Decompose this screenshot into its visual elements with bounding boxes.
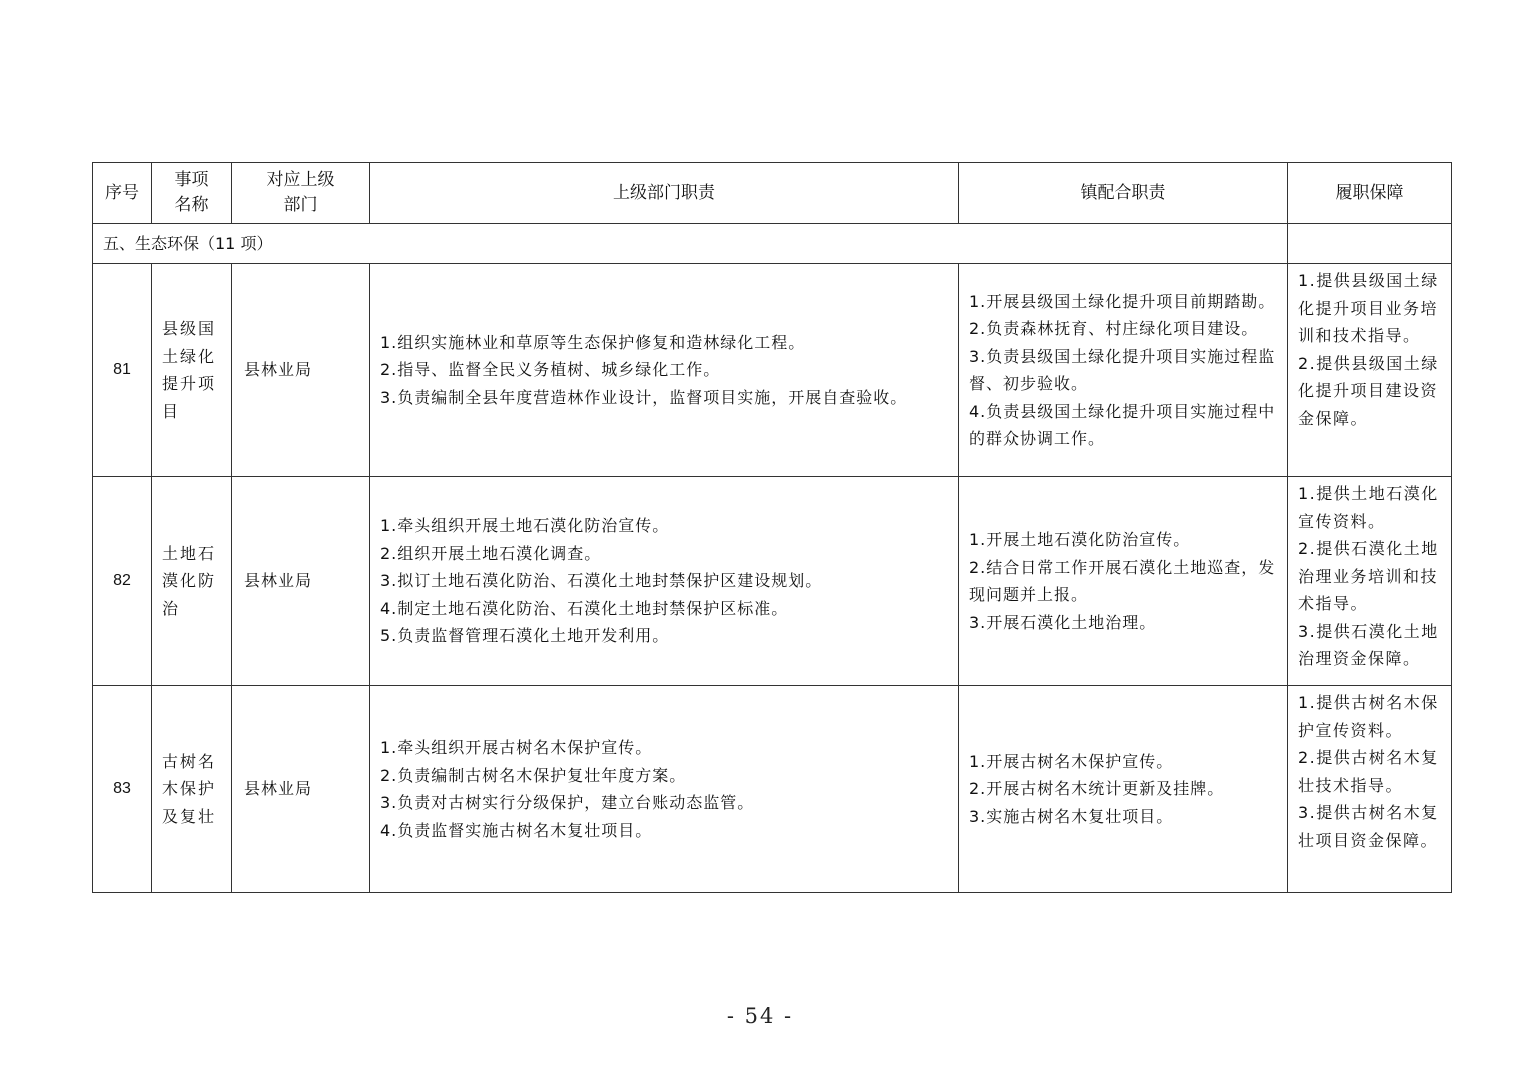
header-name-text: 事项名称: [174, 170, 209, 215]
row-number: 83: [93, 686, 152, 893]
header-dept: [232, 163, 370, 224]
town-duty-item: 3.负责县级国土绿化提升项目实施过程监督、初步验收。: [969, 346, 1276, 393]
guarantee-item: 1.提供县级国土绿化提升项目业务培训和技术指导。: [1298, 271, 1439, 345]
section-row: [93, 224, 1452, 264]
department: 县林业局: [232, 264, 370, 477]
upper-duty-item: 1.组织实施林业和草原等生态保护修复和造林绿化工程。: [380, 332, 806, 352]
guarantee: [1288, 477, 1452, 686]
guarantee-clip: [1298, 267, 1447, 470]
guarantee-clip: [1298, 480, 1447, 678]
town-duty-item: 1.开展古树名木保护宣传。: [969, 751, 1174, 771]
upper-duty-item: 1.牵头组织开展古树名木保护宣传。: [380, 738, 653, 757]
responsibility-table: [92, 162, 1452, 893]
town-duty-item: 1.开展土地石漠化防治宣传。: [969, 530, 1191, 549]
guarantee-item: 2.提供县级国土绿化提升项目建设资金保障。: [1298, 353, 1439, 428]
header-no: 序号: [93, 163, 152, 224]
department: 县林业局: [232, 477, 370, 686]
table-row: [93, 264, 1452, 477]
item-name: 县级国土绿化提升项目: [152, 264, 232, 477]
guarantee-item: 3.提供石漠化土地治理资金保障。: [1298, 621, 1439, 668]
town-duty-item: 1.开展县级国土绿化提升项目前期踏勘。: [969, 291, 1276, 311]
town-duties: [959, 686, 1288, 893]
town-duties: [959, 477, 1288, 686]
header-dept-text: 对应上级部门: [266, 170, 335, 215]
town-duty-item: 2.结合日常工作开展石漠化土地巡查，发现问题并上报。: [969, 557, 1276, 604]
upper-duty-item: 3.拟订土地石漠化防治、石漠化土地封禁保护区建设规划。: [380, 571, 823, 591]
upper-duty-item: 3.负责对古树实行分级保护，建立台账动态监管。: [380, 793, 755, 812]
table-row: [93, 477, 1452, 686]
header-upper: 上级部门职责: [370, 163, 959, 224]
upper-duty-item: 5.负责监督管理石漠化土地开发利用。: [380, 626, 670, 646]
upper-duty-item: 4.制定土地石漠化防治、石漠化土地封禁保护区标准。: [380, 598, 789, 618]
table-header-row: [93, 163, 1452, 224]
town-duty-item: 2.开展古树名木统计更新及挂牌。: [969, 779, 1225, 799]
upper-duty-item: 4.负责监督实施古树名木复壮项目。: [380, 820, 653, 840]
town-duty-item: 4.负责县级国土绿化提升项目实施过程中的群众协调工作。: [969, 401, 1276, 448]
upper-duties: [370, 477, 959, 686]
department: 县林业局: [232, 686, 370, 893]
guarantee-item: 2.提供古树名木复壮技术指导。: [1298, 748, 1439, 795]
section-title: 五、生态环保（11 项）: [93, 224, 1288, 264]
town-duty-item: 3.开展石漠化土地治理。: [969, 612, 1157, 632]
guarantee: [1288, 686, 1452, 893]
upper-duty-item: 2.组织开展土地石漠化调查。: [380, 543, 602, 563]
guarantee-item: 1.提供古树名木保护宣传资料。: [1298, 693, 1439, 740]
upper-duty-item: 1.牵头组织开展土地石漠化防治宣传。: [380, 516, 670, 536]
guarantee: [1288, 264, 1452, 477]
item-name: 古树名木保护及复壮: [152, 686, 232, 893]
upper-duty-item: 3.负责编制全县年度营造林作业设计，监督项目实施，开展自查验收。: [380, 387, 908, 407]
item-name: 土地石漠化防治: [152, 477, 232, 686]
guarantee-item: 2.提供石漠化土地治理业务培训和技术指导。: [1298, 539, 1439, 613]
row-number: 81: [93, 264, 152, 477]
town-duty-item: 2.负责森林抚育、村庄绿化项目建设。: [969, 319, 1259, 338]
town-duty-item: 3.实施古树名木复壮项目。: [969, 806, 1174, 826]
table-row: [93, 686, 1452, 893]
guarantee-item: 1.提供土地石漠化宣传资料。: [1298, 484, 1439, 531]
guarantee-clip: [1298, 689, 1447, 887]
page-number: - 54 -: [726, 1004, 794, 1028]
header-town: 镇配合职责: [959, 163, 1288, 224]
upper-duties: [370, 264, 959, 477]
header-guarantee: 履职保障: [1288, 163, 1452, 224]
upper-duties: [370, 686, 959, 893]
upper-duty-item: 2.指导、监督全民义务植树、城乡绿化工作。: [380, 360, 721, 380]
header-name: [152, 163, 232, 224]
upper-duty-item: 2.负责编制古树名木保护复壮年度方案。: [380, 765, 687, 785]
town-duties: [959, 264, 1288, 477]
row-number: 82: [93, 477, 152, 686]
section-empty-cell: [1288, 224, 1452, 264]
guarantee-item: 3.提供古树名木复壮项目资金保障。: [1298, 803, 1439, 850]
